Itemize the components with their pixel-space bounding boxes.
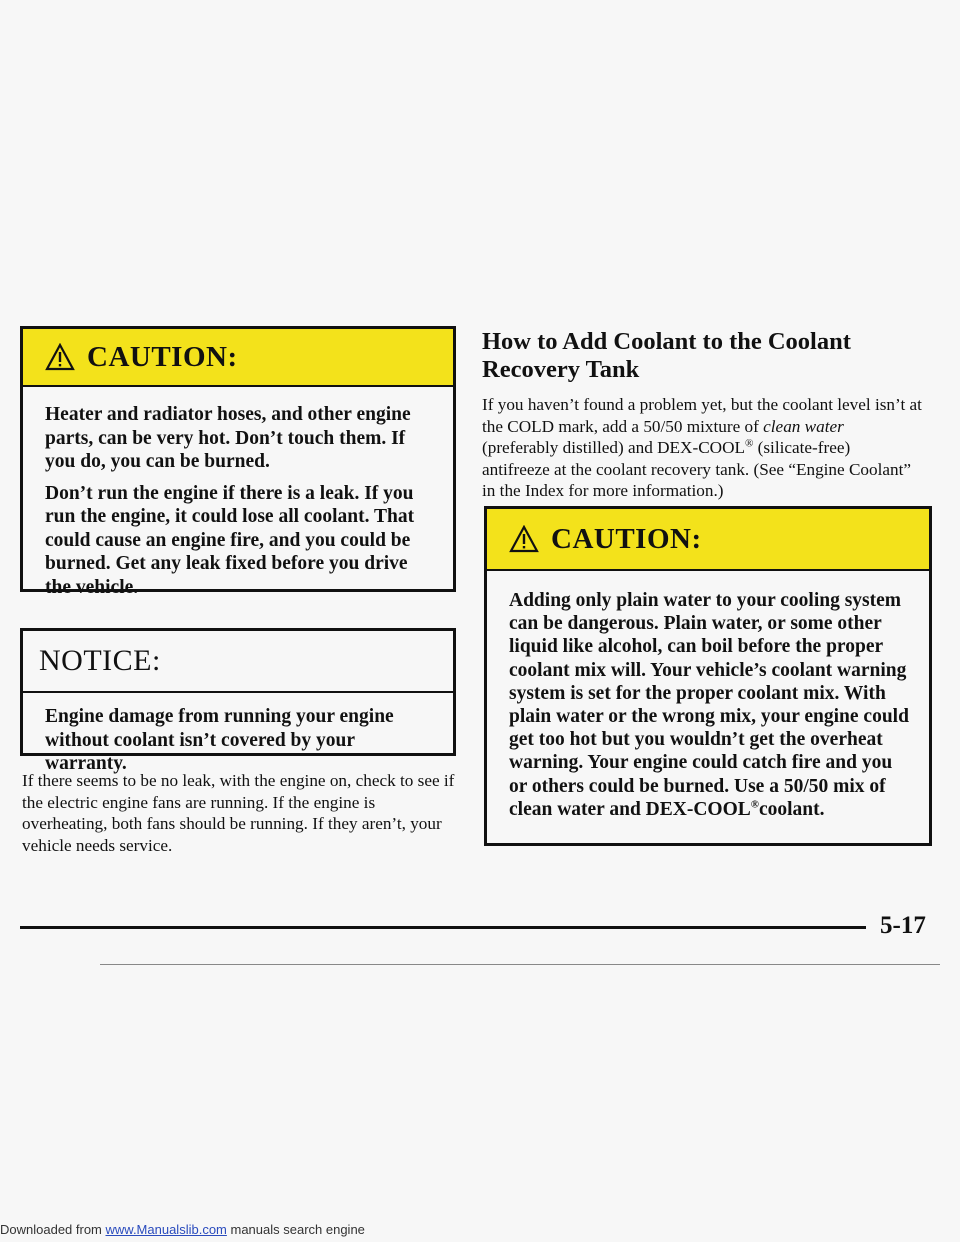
- caution-title: CAUTION:: [551, 522, 702, 555]
- notice-title: NOTICE:: [39, 644, 161, 677]
- caution-text-part: coolant.: [758, 798, 825, 820]
- footer-suffix: manuals search engine: [226, 1222, 365, 1237]
- caution-text: [509, 589, 911, 821]
- notice-header: [23, 631, 453, 693]
- bottom-rule: [20, 926, 866, 929]
- para-text: (preferably distilled) and DEX-COOL: [482, 438, 745, 457]
- warning-triangle-icon: [509, 525, 539, 553]
- caution-box-plain-water: [484, 506, 932, 846]
- notice-body: [23, 693, 453, 776]
- para-text: If you haven’t found a problem yet, but the coolant level isn’t at the COLD mark, add a 50/50 mixture of: [482, 395, 922, 436]
- caution-paragraph: Heater and radiator hoses, and other engine parts, can be very hot. Don’t touch them. If you do, you can be burned.: [45, 404, 411, 472]
- manualslib-link[interactable]: www.Manualslib.com: [105, 1222, 227, 1237]
- registered-mark: ®: [744, 437, 754, 450]
- registered-mark: ®: [750, 798, 759, 811]
- caution-box-hot-parts: [20, 326, 456, 598]
- caution-header: [23, 329, 453, 387]
- notice-box: [20, 628, 456, 774]
- download-footer: [0, 1222, 960, 1242]
- caution-title: CAUTION:: [87, 340, 238, 373]
- add-coolant-paragraph: [482, 394, 922, 502]
- caution-text-part: Adding only plain water to your cooling system can be dangerous. Plain water, or some other liquid like alcohol, can boil before the proper coolant mix will. Your vehicle’s coolant warning system is set for the proper coolant mix. With plain water or the wrong mix, your engine could get too hot but you wouldn’t get the overheat warning. Your engine could catch fire and you or others could be burned. Use a 50/50 mix of clean water and DEX-COOL: [509, 590, 909, 820]
- caution-body: [23, 387, 453, 599]
- section-heading: How to Add Coolant to the Coolant Recovery Tank: [482, 328, 851, 383]
- para-text: (silicate-free) antifreeze at the coolant recovery tank. (See “Engine Coolant” in the Index for more information.): [482, 438, 912, 500]
- warning-triangle-icon: [45, 343, 75, 371]
- caution-body: [487, 571, 929, 821]
- caution-header: [487, 509, 929, 571]
- page-number: 5-17: [880, 912, 926, 939]
- footer-prefix: Downloaded from: [0, 1222, 106, 1237]
- bottom-rule-thin: [100, 964, 940, 965]
- notice-text: Engine damage from running your engine without coolant isn’t covered by your warranty.: [45, 706, 394, 774]
- para-italic: clean water: [763, 416, 844, 436]
- fans-check-paragraph: If there seems to be no leak, with the engine on, check to see if the electric engine fans are running. If the engine is overheating, both fans should be running. If they aren’t, your vehicle needs service.: [22, 771, 455, 855]
- caution-paragraph: Don’t run the engine if there is a leak. If you run the engine, it could lose all coolant. That could cause an engine fire, and you could be burned. Get any leak fixed before you drive the vehicle.: [45, 482, 415, 598]
